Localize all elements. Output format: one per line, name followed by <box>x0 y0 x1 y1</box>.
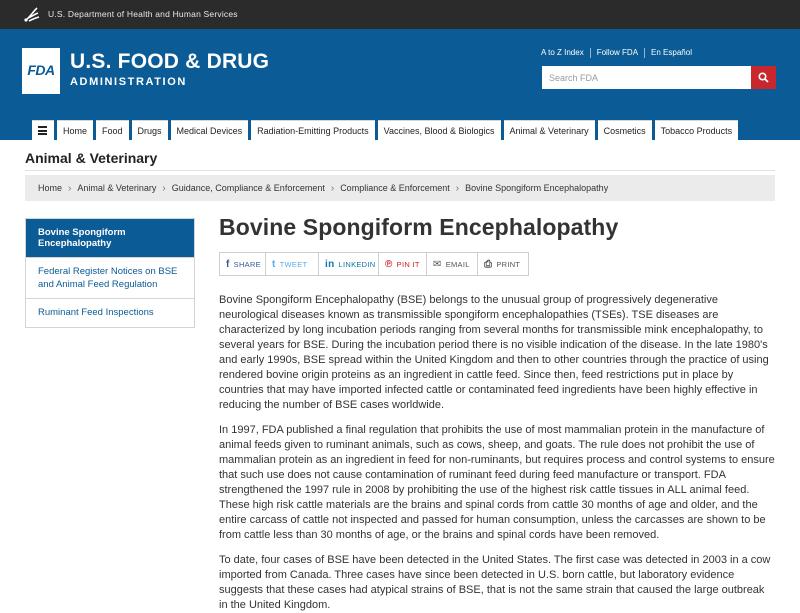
util-divider <box>590 48 591 58</box>
site-subtitle[interactable]: ADMINISTRATION <box>70 76 187 88</box>
hhs-link[interactable]: U.S. Department of Health and Human Services <box>48 9 238 19</box>
menu-button[interactable] <box>32 120 54 140</box>
nav-animal-veterinary[interactable]: Animal & Veterinary <box>504 120 595 140</box>
site-title[interactable]: U.S. FOOD & DRUG <box>70 50 270 73</box>
nav-radiation-emitting-products[interactable]: Radiation-Emitting Products <box>251 120 375 140</box>
share-toolbar <box>219 252 529 276</box>
email-icon: ✉ <box>433 258 442 270</box>
pinterest-icon: ℗ <box>385 258 393 270</box>
breadcrumb-compliance[interactable]: Compliance & Enforcement <box>340 183 450 193</box>
share-facebook-button[interactable] <box>220 253 266 275</box>
fda-logo-text: FDA <box>27 62 55 78</box>
nav-tobacco-products[interactable]: Tobacco Products <box>655 120 739 140</box>
linkedin-icon: in <box>325 258 335 270</box>
pinit-label: PIN IT <box>396 259 420 269</box>
fda-logo[interactable] <box>22 48 60 94</box>
breadcrumb-home[interactable]: Home <box>38 183 63 193</box>
body-paragraph: Bovine Spongiform Encephalopathy (BSE) belongs to the unusual group of progressively degenerative neurological diseases known as transmissible spongiform encephalopathies (TSEs). TSE diseases are characterized by long incubation periods ranging from several months for transmissible mink encephalopathy, to several years for BSE. During the incubation period there is no visible indication of the disease. In the late 1980's and early 1990s, BSE spread within the United Kingdom and then to other countries through the practice of using rendered bovine origin proteins as an ingredient in cattle feed. Since then, feed restrictions put in place by countries that may have imported infected cattle or contaminated feed ingredients have been highly effective in reducing the number of BSE cases worldwide. <box>219 294 769 411</box>
util-divider <box>644 48 645 58</box>
util-link-follow-fda[interactable]: Follow FDA <box>596 48 639 57</box>
nav-food[interactable]: Food <box>96 120 129 140</box>
breadcrumb-guidance[interactable]: Guidance, Compliance & Enforcement <box>171 183 325 193</box>
nav-home[interactable]: Home <box>57 120 93 140</box>
email-label: EMAIL <box>445 259 470 269</box>
print-icon: ⎙ <box>484 258 493 270</box>
linkedin-label: LINKEDIN <box>338 259 376 269</box>
chevron-right-icon: › <box>162 182 166 194</box>
main-nav <box>32 120 741 140</box>
hamburger-icon <box>38 126 47 137</box>
util-link-espanol[interactable]: En Español <box>651 48 692 57</box>
breadcrumb <box>25 175 775 201</box>
nav-drugs[interactable]: Drugs <box>132 120 168 140</box>
share-pinterest-button[interactable] <box>379 253 427 275</box>
sidebar-item-federal-register[interactable]: Federal Register Notices on BSE and Animal Feed Regulation <box>26 257 194 298</box>
facebook-icon: f <box>226 258 230 270</box>
chevron-right-icon: › <box>330 182 335 194</box>
search-icon <box>758 72 769 83</box>
chevron-right-icon: › <box>455 182 460 194</box>
nav-cosmetics[interactable]: Cosmetics <box>598 120 652 140</box>
search-input[interactable] <box>542 66 751 89</box>
body-paragraph: In 1997, FDA published a final regulation that prohibits the use of most mammalian protein in the manufacture of animal feeds given to ruminant animals, such as cows, sheep, and goats. The rule does not prohibit the use of mammalian protein as an ingredient in feed for non-ruminants, but requires process and control systems to ensure that such use does not cause contamination of ruminant feed during feed manufacture or transport. FDA strengthened the 1997 rule in 2008 by prohibiting the use of the highest risk cattle tissues in ALL animal feed. These high risk cattle materials are the brains and spinal cords from cattle 30 months of age and older, and the entire carcass of cattle not inspected and passed for human consumption, unless the carcasses are shown to be from cattle less than 30 months of age, or the brains and spinal cords have been removed. <box>219 424 775 541</box>
breadcrumb-current: Bovine Spongiform Encephalopathy <box>465 183 609 193</box>
breadcrumb-animal-veterinary[interactable]: Animal & Veterinary <box>77 183 157 193</box>
page-title: Bovine Spongiform Encephalopathy <box>219 214 619 240</box>
util-link-a-to-z[interactable]: A to Z Index <box>541 48 584 57</box>
search-button[interactable] <box>751 66 776 89</box>
section-title[interactable]: Animal & Veterinary <box>25 150 158 166</box>
utility-links <box>541 48 692 58</box>
hhs-bar <box>0 0 800 29</box>
share-email-button[interactable] <box>427 253 478 275</box>
print-button[interactable] <box>478 253 528 275</box>
tweet-label: TWEET <box>279 259 308 269</box>
share-label: SHARE <box>233 259 261 269</box>
twitter-icon: t <box>272 258 276 270</box>
sidebar-item-bse[interactable]: Bovine Spongiform Encephalopathy <box>26 219 194 257</box>
chevron-right-icon: › <box>68 182 72 194</box>
print-label: PRINT <box>496 259 521 269</box>
hhs-eagle-icon[interactable] <box>22 4 42 24</box>
body-paragraph: To date, four cases of BSE have been detected in the United States. The first case was detected in 2003 in a cow imported from Canada. Three cases have since been detected in U.S. born cattle, but laboratory evidence suggests that these cases had atypical strains of BSE, that is not the same strain that caused the large outbreak in the United Kingdom. <box>219 554 771 611</box>
sidebar-item-ruminant-feed[interactable]: Ruminant Feed Inspections <box>26 298 194 327</box>
sidebar-nav <box>25 218 195 328</box>
section-divider <box>25 170 775 171</box>
share-twitter-button[interactable] <box>266 253 319 275</box>
nav-vaccines-blood-biologics[interactable]: Vaccines, Blood & Biologics <box>378 120 501 140</box>
nav-medical-devices[interactable]: Medical Devices <box>171 120 249 140</box>
share-linkedin-button[interactable] <box>319 253 379 275</box>
